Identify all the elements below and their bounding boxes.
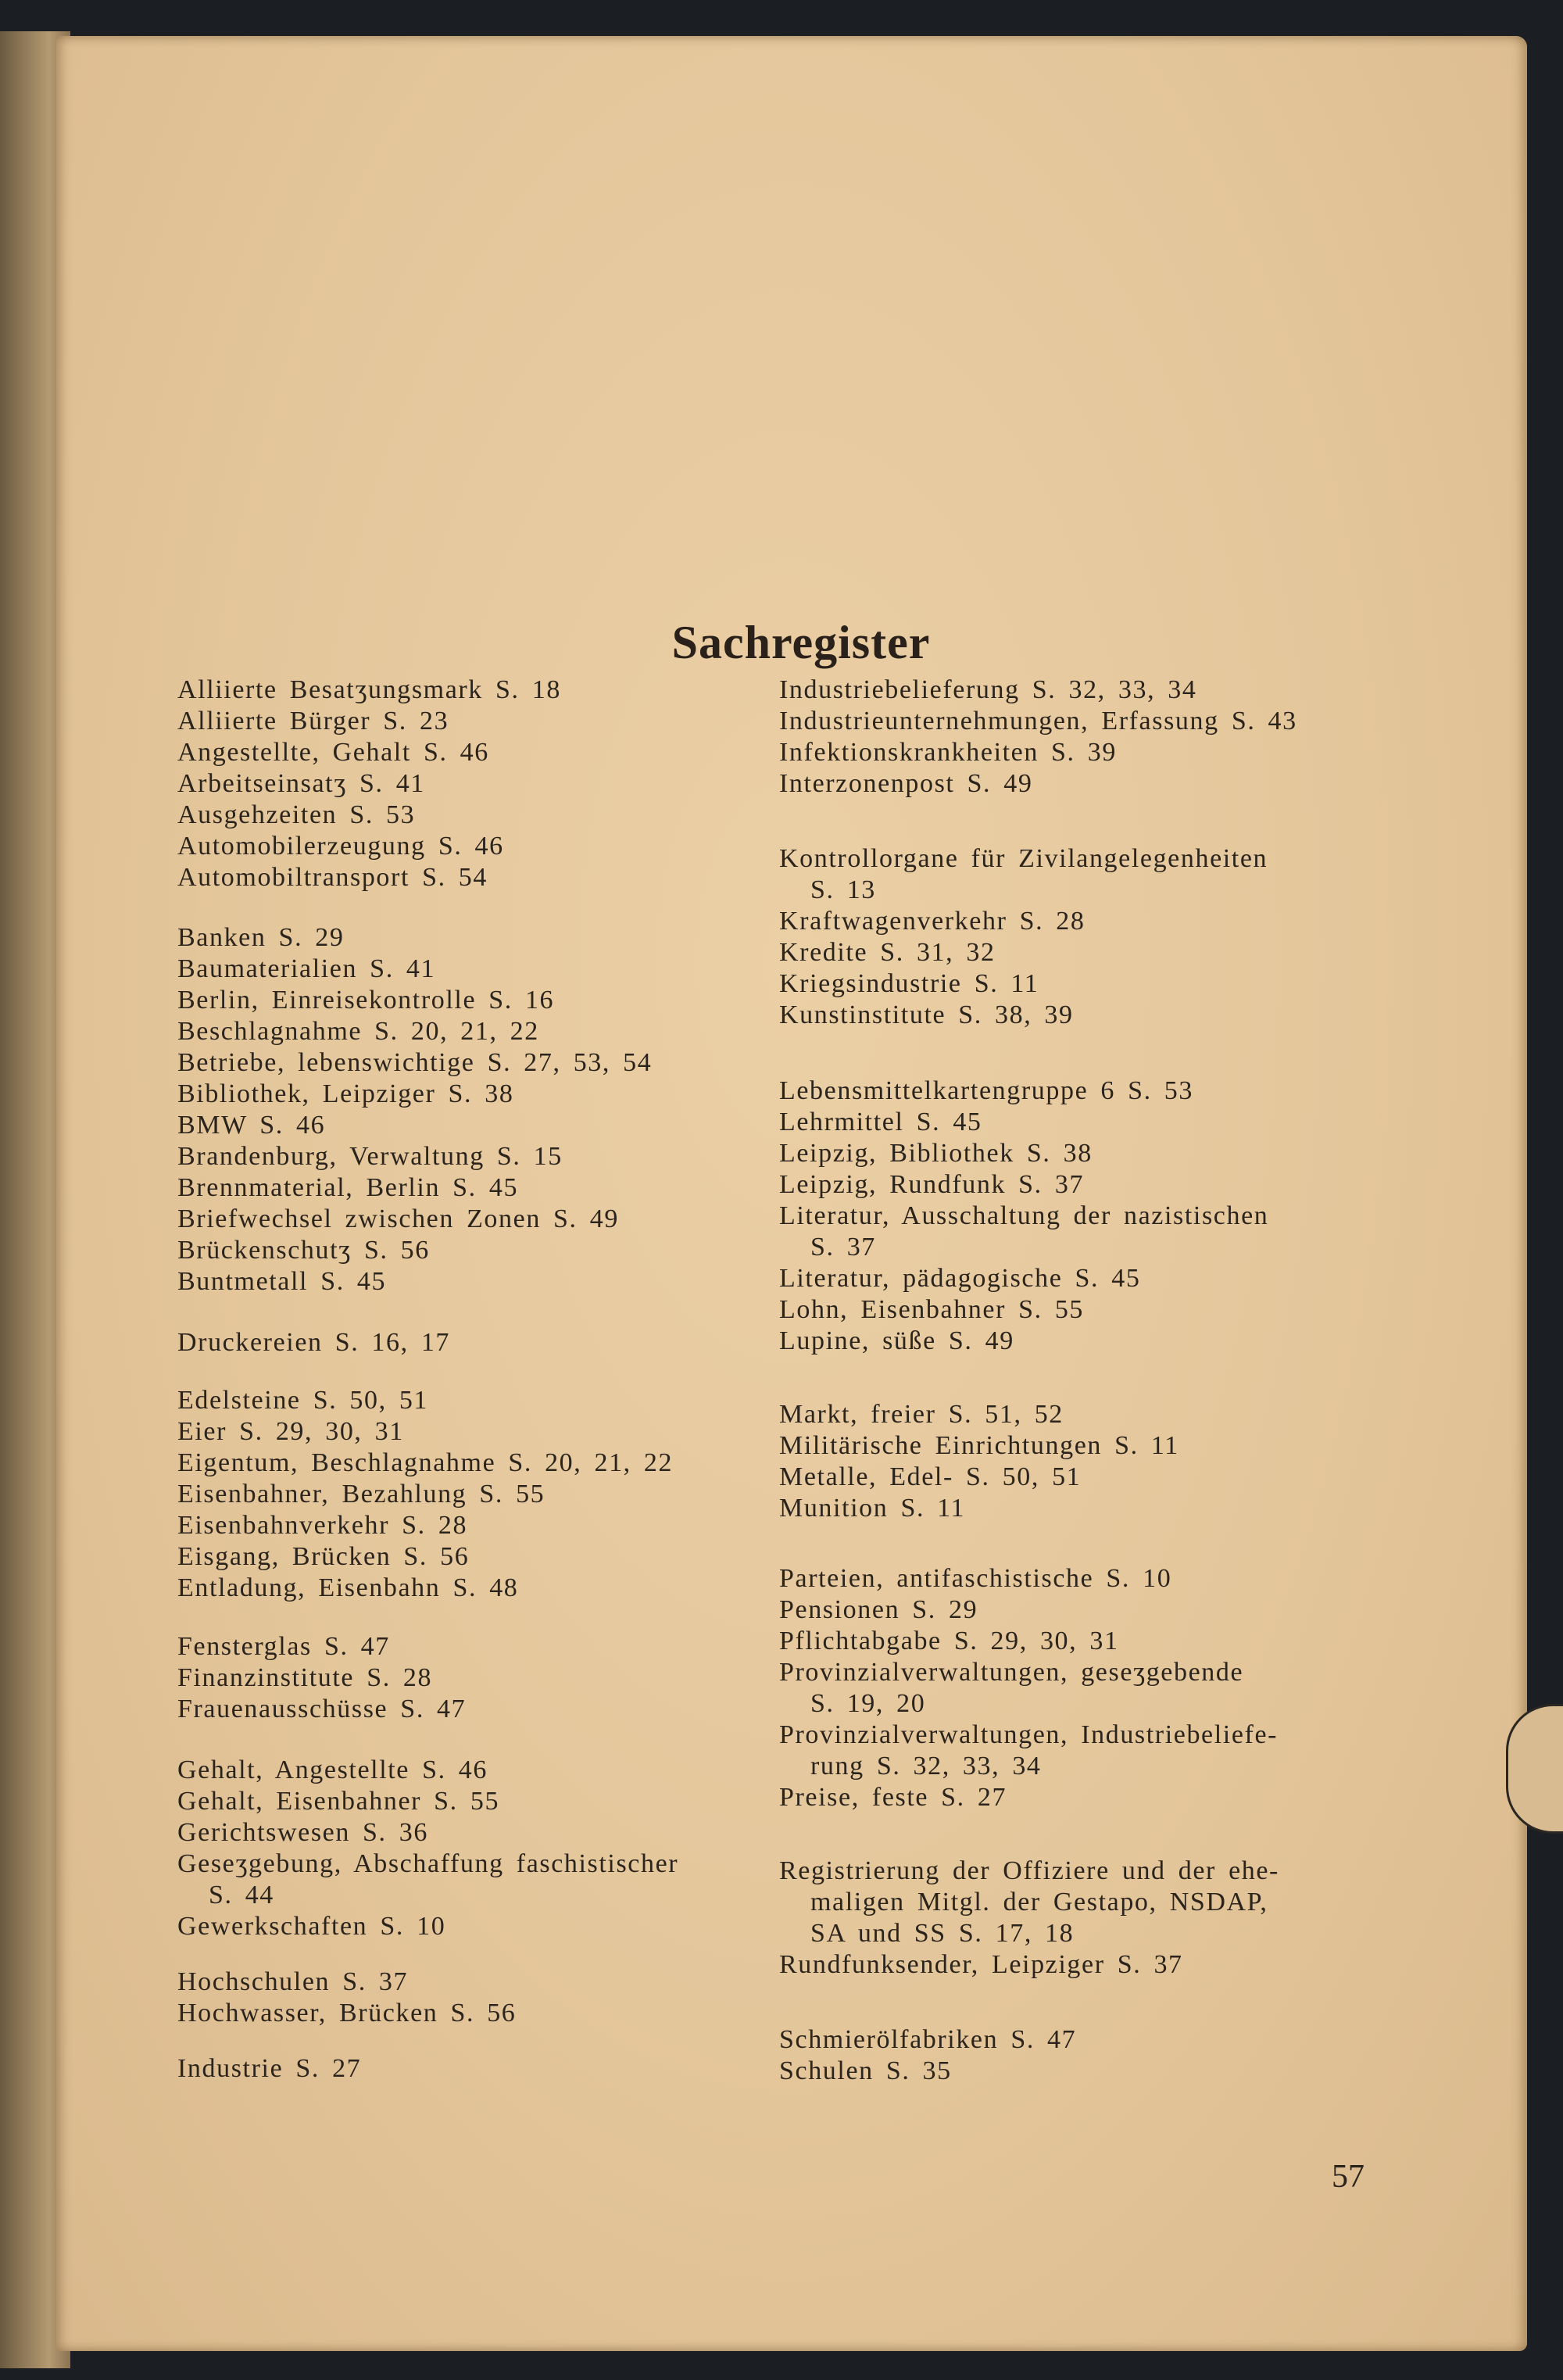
index-entry (177, 985, 652, 1016)
index-entry-continuation: S. 37 (810, 1233, 876, 1262)
index-entry (177, 922, 652, 954)
index-entry (779, 1594, 1278, 1626)
index-entry (177, 1573, 673, 1604)
index-entry (177, 675, 561, 706)
index-entry (177, 1047, 652, 1079)
index-entry (779, 1169, 1268, 1201)
index-entry (177, 800, 561, 831)
index-entry-continuation: S. 44 (209, 1881, 274, 1909)
index-entry (177, 2053, 361, 2085)
index-entry-text: Preise, feste S. 27 (779, 1783, 1007, 1812)
index-entry-text: Provinzialverwaltungen, geseʒgebende (779, 1658, 1244, 1687)
index-letter-group (779, 1563, 1278, 1813)
index-entry (177, 1204, 652, 1235)
index-entry (779, 737, 1297, 768)
index-entry (177, 1235, 652, 1266)
index-entry (177, 1479, 673, 1510)
index-entry (177, 1016, 652, 1047)
index-entry (779, 1201, 1268, 1263)
index-entry (177, 706, 561, 737)
page-number: 57 (1332, 2159, 1364, 2195)
index-entry-text: Fensterglas S. 47 (177, 1632, 390, 1661)
index-entry-text: Finanzinstitute S. 28 (177, 1663, 433, 1692)
index-entry-text: Literatur, Ausschaltung der nazistischen (779, 1201, 1269, 1230)
index-entry (177, 768, 561, 800)
index-entry-text: Schmierölfabriken S. 47 (779, 2025, 1077, 2054)
index-entry (779, 706, 1297, 737)
index-entry (779, 1856, 1279, 1949)
index-entry (177, 1662, 466, 1694)
index-entry-text: Pensionen S. 29 (779, 1595, 978, 1624)
page-tab-clip (1506, 1704, 1563, 1834)
index-entry-continuation: rung S. 32, 33, 34 (810, 1752, 1042, 1781)
index-entry-text: Gehalt, Angestellte S. 46 (177, 1755, 488, 1784)
index-entry (177, 1911, 678, 1942)
index-letter-group (177, 675, 561, 893)
index-entry (779, 1107, 1268, 1138)
index-entry (177, 1694, 466, 1725)
index-entry (779, 1626, 1278, 1657)
index-entry-continuation: S. 19, 20 (810, 1689, 926, 1718)
index-entry-text: Brandenburg, Verwaltung S. 15 (177, 1142, 563, 1171)
index-entry-text: Lebensmittelkartengruppe 6 S. 53 (779, 1076, 1193, 1105)
index-letter-group (779, 2024, 1076, 2087)
index-entry (177, 1416, 673, 1448)
index-entry-text: Gewerkschaften S. 10 (177, 1912, 446, 1941)
index-entry (779, 1563, 1278, 1594)
index-entry-text: Angestellte, Gehalt S. 46 (177, 738, 489, 767)
index-letter-group (779, 843, 1268, 1031)
index-letter-group (779, 1075, 1268, 1357)
index-entry (779, 1430, 1179, 1462)
index-entry (177, 1998, 516, 2029)
index-entry-text: Kraftwagenverkehr S. 28 (779, 907, 1086, 936)
index-entry-text: Brückenschutʒ S. 56 (177, 1236, 430, 1265)
index-entry-text: Geseʒgebung, Abschaffung faschistischer (177, 1849, 679, 1878)
index-entry-text: Alliierte Besatʒungsmark S. 18 (177, 675, 561, 704)
index-entry (177, 1817, 678, 1849)
index-entry-text: Ausgehzeiten S. 53 (177, 800, 416, 829)
index-letter-group (779, 1399, 1179, 1524)
index-entry (177, 1327, 450, 1358)
index-entry (177, 1755, 678, 1786)
index-entry-text: Metalle, Edel- S. 50, 51 (779, 1462, 1082, 1491)
index-entry-text: Eisenbahnverkehr S. 28 (177, 1511, 468, 1540)
index-letter-group (779, 1856, 1279, 1981)
index-entry-text: Buntmetall S. 45 (177, 1267, 387, 1296)
index-entry (177, 737, 561, 768)
index-entry (177, 1266, 652, 1297)
index-entry (779, 1657, 1278, 1720)
index-entry-text: Leipzig, Rundfunk S. 37 (779, 1170, 1085, 1199)
index-entry-text: Industrieunternehmungen, Erfassung S. 43 (779, 707, 1297, 735)
index-entry (177, 1172, 652, 1204)
index-entry (779, 1782, 1278, 1813)
index-entry-text: Hochwasser, Brücken S. 56 (177, 1999, 517, 2027)
index-entry-text: Betriebe, lebenswichtige S. 27, 53, 54 (177, 1048, 653, 1077)
index-entry (779, 1000, 1268, 1031)
index-entry-text: Registrierung der Offiziere und der ehe- (779, 1856, 1279, 1885)
index-entry-text: Rundfunksender, Leipziger S. 37 (779, 1950, 1183, 1979)
index-entry (177, 862, 561, 893)
index-letter-group (177, 1385, 673, 1604)
index-entry (779, 675, 1297, 706)
index-entry (779, 1294, 1268, 1326)
index-entry (779, 1326, 1268, 1357)
index-entry (779, 1493, 1179, 1524)
index-entry (177, 1110, 652, 1141)
index-entry-text: Lupine, süße S. 49 (779, 1326, 1014, 1355)
index-entry-continuation: maligen Mitgl. der Gestapo, NSDAP, (810, 1888, 1268, 1917)
index-entry (177, 1385, 673, 1416)
index-entry (779, 906, 1268, 937)
index-entry (779, 1075, 1268, 1107)
index-entry (779, 1720, 1278, 1782)
index-entry-text: Automobilerzeugung S. 46 (177, 832, 504, 861)
index-entry-text: Entladung, Eisenbahn S. 48 (177, 1573, 519, 1602)
index-entry-text: Industrie S. 27 (177, 2054, 362, 2083)
index-entry-text: Interzonenpost S. 49 (779, 769, 1033, 798)
index-entry-text: Industriebelieferung S. 32, 33, 34 (779, 675, 1197, 704)
index-entry-text: Kontrollorgane für Zivilangelegenheiten (779, 844, 1268, 873)
index-entry (779, 1263, 1268, 1294)
index-entry-text: Schulen S. 35 (779, 2056, 952, 2085)
index-entry-text: Provinzialverwaltungen, Industriebeliefe- (779, 1720, 1279, 1749)
index-entry (177, 1079, 652, 1110)
index-letter-group (177, 922, 652, 1297)
index-entry (177, 1631, 466, 1662)
index-letter-group (177, 1327, 450, 1358)
index-entry-text: Infektionskrankheiten S. 39 (779, 738, 1117, 767)
index-entry (177, 1510, 673, 1541)
index-entry-text: Munition S. 11 (779, 1494, 966, 1523)
index-entry-text: Druckereien S. 16, 17 (177, 1328, 451, 1357)
index-entry-text: Eisgang, Brücken S. 56 (177, 1542, 470, 1571)
index-entry-text: Gerichtswesen S. 36 (177, 1818, 428, 1847)
index-entry-text: Berlin, Einreisekontrolle S. 16 (177, 986, 555, 1015)
index-entry-text: Parteien, antifaschistische S. 10 (779, 1564, 1172, 1593)
index-entry-text: Eisenbahner, Bezahlung S. 55 (177, 1480, 545, 1509)
index-entry-text: Kriegsindustrie S. 11 (779, 969, 1039, 998)
index-entry-text: Automobiltransport S. 54 (177, 863, 488, 892)
index-entry-text: Baumaterialien S. 41 (177, 954, 436, 983)
index-entry-continuation: SA und SS S. 17, 18 (810, 1919, 1075, 1948)
index-entry (779, 2024, 1076, 2056)
index-entry (779, 937, 1268, 968)
index-letter-group (177, 1755, 678, 1942)
index-entry-text: Kredite S. 31, 32 (779, 938, 996, 967)
page-title: Sachregister (671, 617, 931, 668)
index-entry-text: Pflichtabgabe S. 29, 30, 31 (779, 1627, 1119, 1655)
index-entry-text: Lohn, Eisenbahner S. 55 (779, 1295, 1085, 1324)
index-letter-group (177, 1631, 466, 1725)
index-entry-text: Gehalt, Eisenbahner S. 55 (177, 1787, 500, 1816)
index-entry-text: Markt, freier S. 51, 52 (779, 1400, 1064, 1429)
index-entry (779, 968, 1268, 1000)
index-entry (177, 954, 652, 985)
index-entry (779, 2056, 1076, 2087)
index-entry-text: Alliierte Bürger S. 23 (177, 707, 449, 735)
index-entry (177, 1541, 673, 1573)
index-entry (177, 1141, 652, 1172)
index-entry-text: Eigentum, Beschlagnahme S. 20, 21, 22 (177, 1448, 674, 1477)
index-entry-text: Brennmaterial, Berlin S. 45 (177, 1173, 519, 1202)
index-entry-text: Beschlagnahme S. 20, 21, 22 (177, 1017, 539, 1046)
book-page (56, 36, 1527, 2351)
index-entry (177, 1849, 678, 1911)
index-entry (779, 1399, 1179, 1430)
index-entry-text: Lehrmittel S. 45 (779, 1108, 982, 1136)
index-entry-continuation: S. 13 (810, 875, 876, 904)
index-entry (779, 843, 1268, 906)
index-entry-text: Bibliothek, Leipziger S. 38 (177, 1079, 514, 1108)
index-entry (177, 831, 561, 862)
index-entry (177, 1967, 516, 1998)
index-entry-text: Literatur, pädagogische S. 45 (779, 1264, 1141, 1293)
index-entry (177, 1786, 678, 1817)
index-entry-text: BMW S. 46 (177, 1111, 326, 1140)
index-entry-text: Militärische Einrichtungen S. 11 (779, 1431, 1179, 1460)
index-entry-text: Eier S. 29, 30, 31 (177, 1417, 404, 1446)
index-letter-group (177, 2053, 361, 2085)
index-entry-text: Arbeitseinsatʒ S. 41 (177, 769, 425, 798)
index-entry-text: Banken S. 29 (177, 923, 345, 952)
index-entry-text: Briefwechsel zwischen Zonen S. 49 (177, 1204, 619, 1233)
index-entry-text: Edelsteine S. 50, 51 (177, 1386, 429, 1415)
index-letter-group (177, 1967, 516, 2029)
index-letter-group (779, 675, 1297, 800)
index-entry-text: Leipzig, Bibliothek S. 38 (779, 1139, 1093, 1168)
index-entry (779, 1462, 1179, 1493)
index-entry (779, 1138, 1268, 1169)
index-entry-text: Frauenausschüsse S. 47 (177, 1695, 467, 1723)
index-entry (779, 1949, 1279, 1981)
index-entry (177, 1448, 673, 1479)
index-entry (779, 768, 1297, 800)
index-entry-text: Hochschulen S. 37 (177, 1967, 409, 1996)
index-entry-text: Kunstinstitute S. 38, 39 (779, 1000, 1074, 1029)
